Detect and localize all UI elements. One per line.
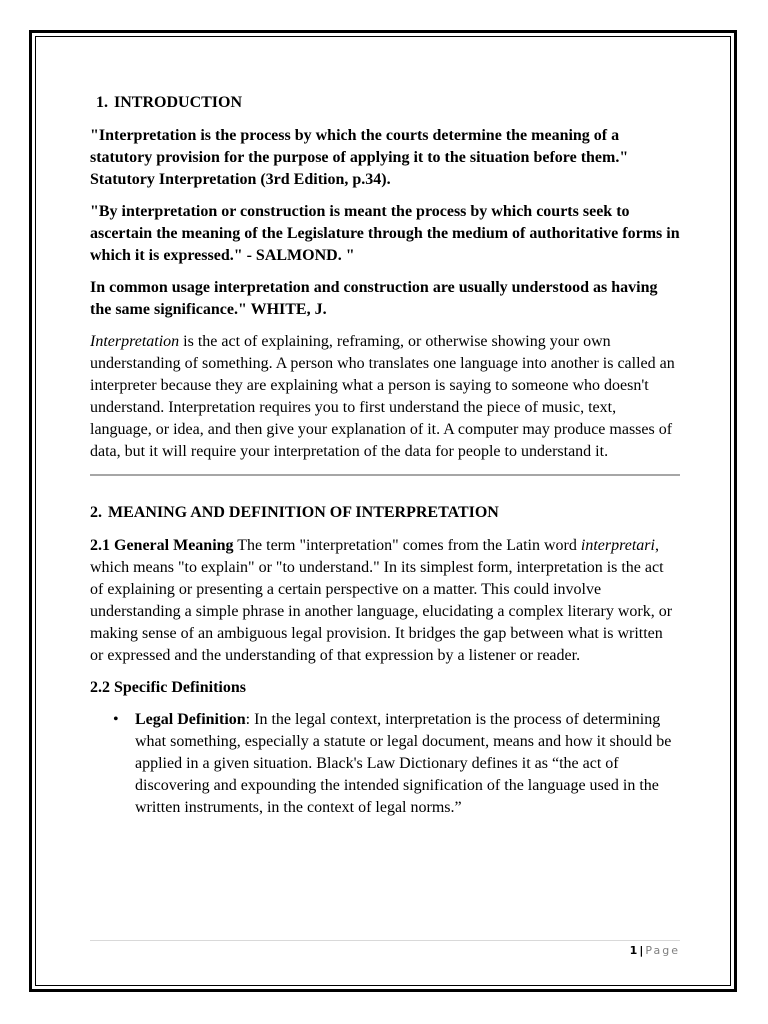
page-footer — [90, 940, 680, 959]
horizontal-divider — [90, 474, 680, 476]
list-item-legal-definition — [90, 709, 680, 819]
section-2-heading — [90, 502, 680, 524]
definitions-list — [90, 709, 680, 819]
quote-salmond: "By interpretation or construction is meant the process by which courts seek to ascertain the meaning of the Legislature through the medium of authoritative forms in which it is expressed." - SALMOND. " — [90, 203, 680, 264]
section-1-number: 1. — [96, 94, 108, 111]
specific-definitions-heading: 2.2 Specific Definitions — [90, 679, 246, 696]
general-meaning-text-before: The term "interpretation" comes from the Latin word — [233, 537, 581, 554]
general-meaning-paragraph — [90, 535, 680, 667]
section-2-title: MEANING AND DEFINITION OF INTERPRETATION — [108, 504, 499, 521]
bullet-icon: • — [113, 711, 119, 728]
intro-paragraph-text: is the act of explaining, reframing, or otherwise showing your own understanding of something. A person who translates one language into another is called an interpreter because they are explaining what a person is saying to someone who doesn't understand. Interpretation requires you to first understand the piece of music, text, language, or idea, and then give your explanation of it. A computer may produce masses of data, but it will require your interpretation of the data for people to understand it. — [90, 333, 675, 460]
section-1-title: INTRODUCTION — [114, 94, 243, 111]
quote-statutory-interpretation: "Interpretation is the process by which the courts determine the meaning of a statutory provision for the purpose of applying it to the situation before them." Statutory Interpretation (3rd Edition, p.34). — [90, 127, 629, 188]
legal-definition-text: : In the legal context, interpretation is the process of determining what something, especially a statute or legal document, means and how it should be applied in a given situation. Black's Law Dictionary defines it as “the act of discovering and expounding the intended signification of the language used in the written instruments, in the context of legal norms.” — [135, 711, 672, 816]
latin-word: interpretari — [580, 537, 655, 554]
general-meaning-text-after: , which means "to explain" or "to understand." In its simplest form, interpretation is the act of explaining or presenting a certain perspective on a matter. This could involve understanding a simple phrase in another language, elucidating a complex literary work, or making sense of an ambiguous legal provision. It bridges the gap between what is written or expressed and the understanding of that expression by a listener or reader. — [90, 537, 673, 664]
intro-italic-term: Interpretation — [90, 333, 180, 350]
page-label: Page — [645, 944, 680, 957]
document-body — [90, 92, 680, 819]
legal-definition-term: Legal Definition — [135, 711, 246, 728]
page-separator: | — [639, 944, 644, 957]
intro-paragraph — [90, 331, 680, 463]
section-2-number: 2. — [90, 504, 102, 521]
general-meaning-label: 2.1 General Meaning — [90, 537, 234, 554]
quote-white: In common usage interpretation and construction are usually understood as having the same significance." WHITE, J. — [90, 279, 658, 318]
page-number: 1 — [629, 944, 638, 957]
section-1-heading — [90, 92, 680, 114]
